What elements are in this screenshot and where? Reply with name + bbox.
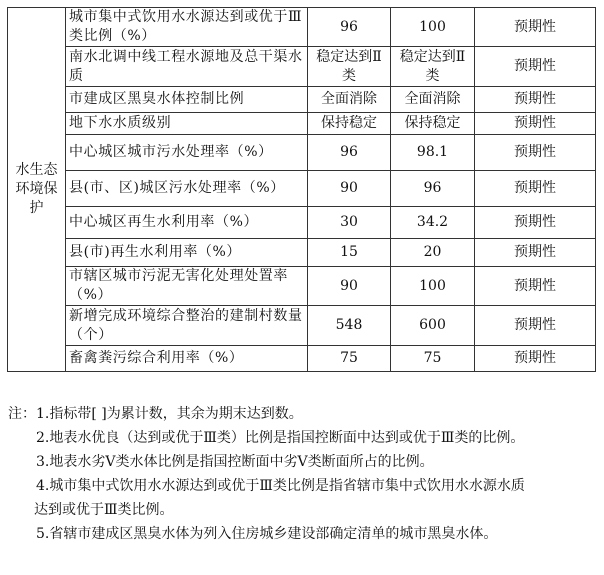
note-4-continued: 达到或优于Ⅲ类比例。 (34, 502, 174, 518)
indicator-name-cell: 中心城区再生水利用率（%） (66, 207, 308, 239)
note-4: 4.城市集中式饮用水水源达到或优于Ⅲ类比例是指省辖市集中式饮用水水源水质 (36, 478, 525, 494)
table-row (8, 135, 596, 171)
note-2: 2.地表水优良（达到或优于Ⅲ类）比例是指国控断面中达到或优于Ⅲ类的比例。 (36, 430, 525, 446)
base-value-cell: 548 (308, 306, 391, 346)
attribute-cell: 预期性 (475, 47, 596, 87)
attribute-cell: 预期性 (475, 306, 596, 346)
base-value-cell: 15 (308, 239, 391, 267)
target-value-cell: 600 (391, 306, 475, 346)
note-5: 5.省辖市建成区黑臭水体为列入住房城乡建设部确定清单的城市黑臭水体。 (36, 526, 498, 542)
base-value-cell: 96 (308, 8, 391, 47)
base-value-cell: 96 (308, 135, 391, 171)
target-value-cell: 全面消除 (391, 87, 475, 113)
base-value-cell: 稳定达到Ⅱ类 (308, 47, 391, 87)
indicator-name-cell: 城市集中式饮用水水源达到或优于Ⅲ类比例（%） (66, 8, 308, 47)
indicator-name-cell: 中心城区城市污水处理率（%） (66, 135, 308, 171)
notes (8, 402, 600, 546)
table-row (8, 113, 596, 135)
indicator-table-body (8, 8, 596, 372)
table-row (8, 239, 596, 267)
target-value-cell: 保持稳定 (391, 113, 475, 135)
target-value-cell: 34.2 (391, 207, 475, 239)
base-value-cell: 75 (308, 346, 391, 372)
table-row (8, 171, 596, 207)
attribute-cell: 预期性 (475, 346, 596, 372)
attribute-cell: 预期性 (475, 207, 596, 239)
table-row (8, 346, 596, 372)
indicator-table (7, 7, 596, 372)
attribute-cell: 预期性 (475, 8, 596, 47)
indicator-name-cell: 地下水水质级别 (66, 113, 308, 135)
base-value-cell: 保持稳定 (308, 113, 391, 135)
target-value-cell: 100 (391, 267, 475, 306)
target-value-cell: 98.1 (391, 135, 475, 171)
category-cell: 水生态环境保护 (8, 8, 66, 372)
indicator-name-cell: 县(市、区)城区污水处理率（%） (66, 171, 308, 207)
attribute-cell: 预期性 (475, 171, 596, 207)
attribute-cell: 预期性 (475, 135, 596, 171)
attribute-cell: 预期性 (475, 267, 596, 306)
note-1: 注：1.指标带[ ]为累计数，其余为期末达到数。 (8, 406, 303, 422)
base-value-cell: 90 (308, 171, 391, 207)
table-row (8, 207, 596, 239)
table-row (8, 87, 596, 113)
target-value-cell: 20 (391, 239, 475, 267)
target-value-cell: 100 (391, 8, 475, 47)
indicator-name-cell: 市辖区城市污泥无害化处理处置率（%） (66, 267, 308, 306)
table-row (8, 8, 596, 47)
indicator-name-cell: 市建成区黑臭水体控制比例 (66, 87, 308, 113)
base-value-cell: 30 (308, 207, 391, 239)
indicator-name-cell: 县(市)再生水利用率（%） (66, 239, 308, 267)
target-value-cell: 75 (391, 346, 475, 372)
indicator-name-cell: 畜禽粪污综合利用率（%） (66, 346, 308, 372)
indicator-name-cell: 南水北调中线工程水源地及总干渠水质 (66, 47, 308, 87)
table-row (8, 267, 596, 306)
table-row (8, 306, 596, 346)
table-row (8, 47, 596, 87)
indicator-name-cell: 新增完成环境综合整治的建制村数量（个） (66, 306, 308, 346)
attribute-cell: 预期性 (475, 113, 596, 135)
attribute-cell: 预期性 (475, 87, 596, 113)
base-value-cell: 90 (308, 267, 391, 306)
base-value-cell: 全面消除 (308, 87, 391, 113)
target-value-cell: 稳定达到Ⅱ类 (391, 47, 475, 87)
note-3: 3.地表水劣Ⅴ类水体比例是指国控断面中劣Ⅴ类断面所占的比例。 (36, 454, 434, 470)
target-value-cell: 96 (391, 171, 475, 207)
attribute-cell: 预期性 (475, 239, 596, 267)
